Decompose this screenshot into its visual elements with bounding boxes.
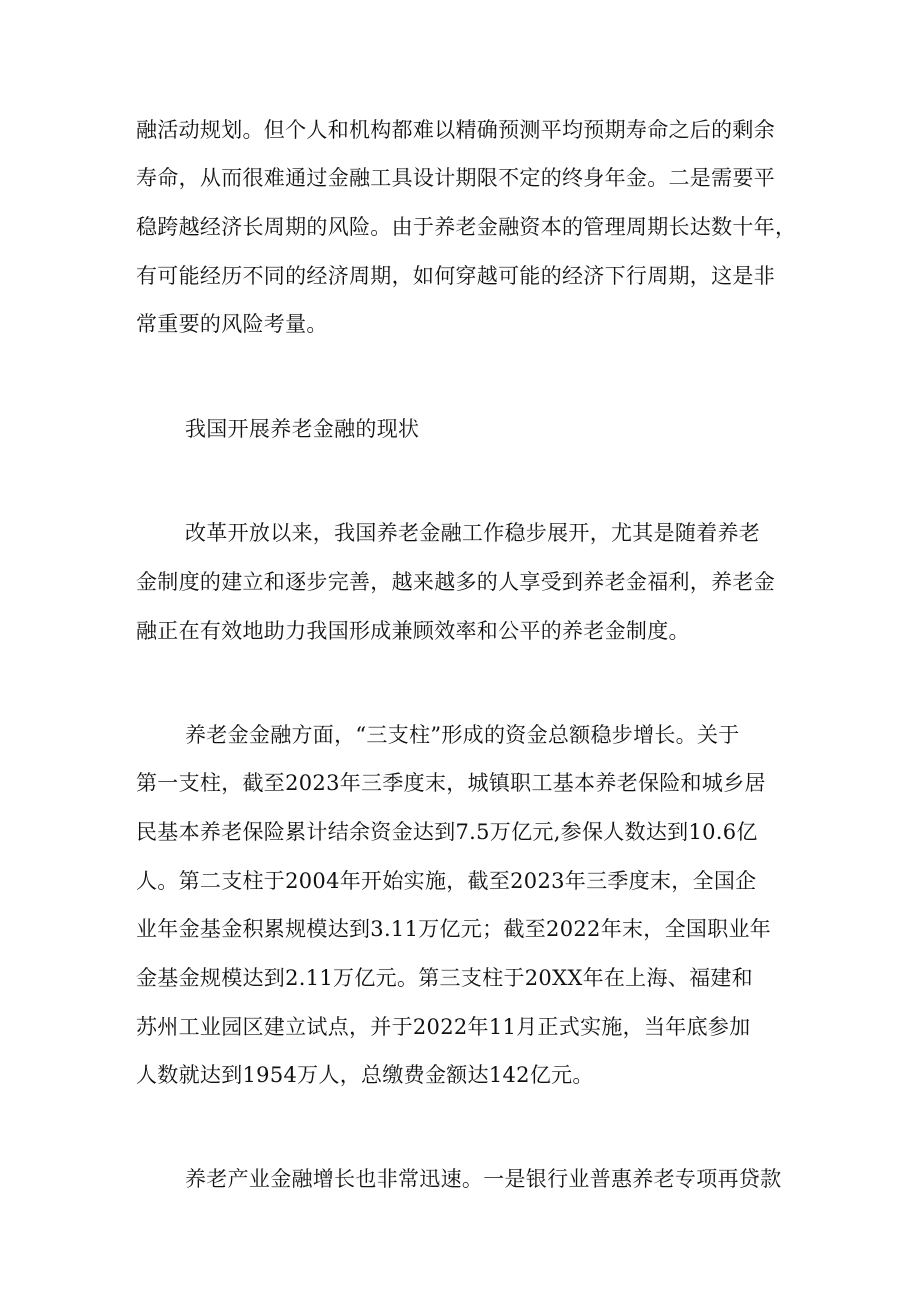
paragraph-3-line-1: 养老金金融方面，“三支柱”形成的资金总额稳步增长。关于 (185, 723, 740, 747)
paragraph-1-line-2: 寿命，从而很难通过金融工具设计期限不定的终身年金。二是需要平 (136, 166, 775, 190)
paragraph-3-line-5: 业年金基金积累规模达到3.11万亿元；截至2022年末，全国职业年 (136, 917, 772, 941)
paragraph-2-line-2: 金制度的建立和逐步完善，越来越多的人享受到养老金福利，养老金 (136, 570, 775, 594)
paragraph-3-line-2: 第一支柱，截至2023年三季度末，城镇职工基本养老保险和城乡居 (136, 771, 766, 795)
paragraph-3-line-4: 人。第二支柱于2004年开始实施，截至2023年三季度末，全国企 (136, 869, 757, 893)
paragraph-3-line-8: 人数就达到1954万人，总缴费金额达142亿元。 (136, 1063, 594, 1087)
paragraph-3-line-7: 苏州工业园区建立试点，并于2022年11月正式实施，当年底参加 (136, 1015, 751, 1039)
paragraph-2-line-1: 改革开放以来，我国养老金融工作稳步展开，尤其是随着养老 (185, 521, 761, 545)
paragraph-2-line-3: 融正在有效地助力我国形成兼顾效率和公平的养老金制度。 (136, 619, 690, 643)
paragraph-3-line-6: 金基金规模达到2.11万亿元。第三支柱于20XX年在上海、福建和 (136, 966, 753, 990)
section-heading: 我国开展养老金融的现状 (185, 417, 420, 441)
paragraph-1-line-1: 融活动规划。但个人和机构都难以精确预测平均预期寿命之后的剩余 (136, 118, 775, 142)
paragraph-1-line-3: 稳跨越经济长周期的风险。由于养老金融资本的管理周期长达数十年， (136, 215, 797, 239)
paragraph-1-line-5: 常重要的风险考量。 (136, 312, 328, 336)
paragraph-4-line-1: 养老产业金融增长也非常迅速。一是银行业普惠养老专项再贷款 (185, 1167, 782, 1191)
paragraph-1-line-4: 有可能经历不同的经济周期，如何穿越可能的经济下行周期，这是非 (136, 264, 775, 288)
paragraph-3-line-3: 民基本养老保险累计结余资金达到7.5万亿元,参保人数达到10.6亿 (136, 820, 758, 844)
